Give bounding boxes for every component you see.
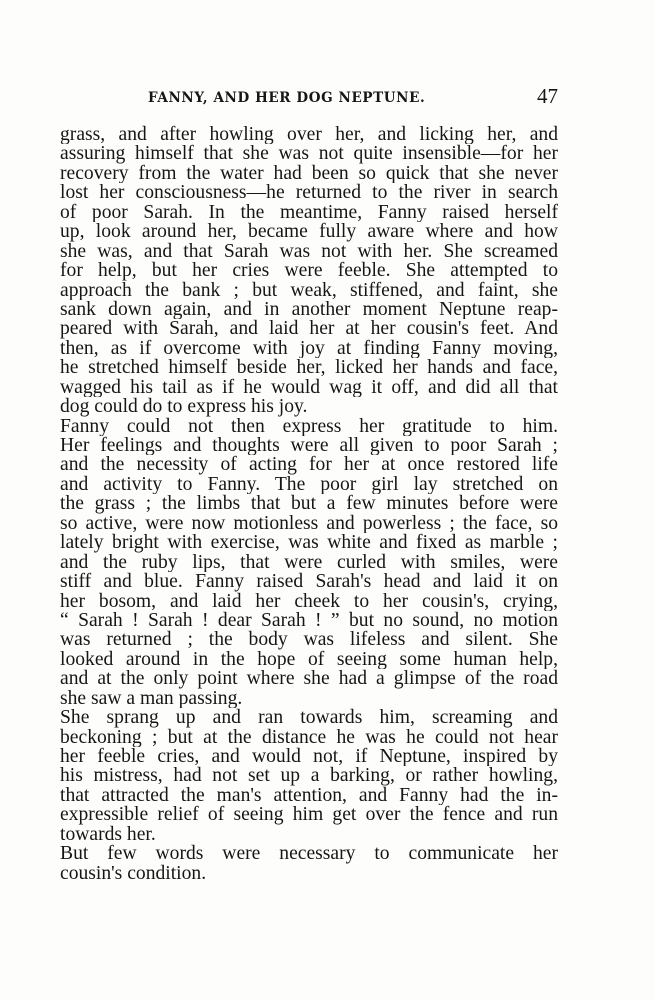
text-line: lately bright with exercise, was white and fixed as marble ; bbox=[60, 533, 558, 553]
text-line: he stretched himself beside her, licked her hands and face, bbox=[60, 358, 558, 378]
text-line: that attracted the man's attention, and Fanny had the in- bbox=[60, 785, 558, 806]
text-line: and the ruby lips, that were curled with smiles, were bbox=[60, 552, 558, 573]
text-line: she saw a man passing. bbox=[60, 688, 243, 709]
text-line: recovery from the water had been so quick that she never bbox=[60, 163, 558, 184]
text-line: and activity to Fanny. The poor girl lay stretched on bbox=[60, 474, 558, 495]
text-line: dog could do to express his joy. bbox=[60, 397, 308, 417]
text-line: and at the only point where she had a glimpse of the road bbox=[60, 669, 558, 689]
text-line: looked around in the hope of seeing some human help, bbox=[60, 649, 558, 670]
text-line: grass, and after howling over her, and licking her, and bbox=[60, 125, 558, 145]
text-line: her bosom, and laid her cheek to her cousin's, crying, bbox=[60, 591, 558, 611]
text-line: then, as if overcome with joy at finding Fanny moving, bbox=[60, 338, 558, 359]
text-line: peared with Sarah, and laid her at her cousin's feet. And bbox=[60, 319, 558, 339]
text-line: lost her consciousness—he returned to the river in search bbox=[60, 183, 558, 203]
text-line: of poor Sarah. In the meantime, Fanny raised herself bbox=[60, 202, 558, 223]
text-line: cousin's condition. bbox=[60, 863, 207, 884]
text-line: “ Sarah ! Sarah ! dear Sarah ! ” but no sound, no motion bbox=[60, 610, 558, 631]
text-line: But few words were necessary to communicate her bbox=[60, 844, 558, 864]
page-number: 47 bbox=[537, 84, 558, 108]
text-line: up, look around her, became fully aware where and how bbox=[60, 222, 558, 242]
text-line: expressible relief of seeing him get over the fence and run bbox=[60, 805, 558, 825]
text-line: sank down again, and in another moment Neptune reap- bbox=[60, 299, 558, 320]
text-line: beckoning ; but at the distance he was he could not hear bbox=[60, 727, 558, 747]
text-line: Her feelings and thoughts were all given to poor Sarah ; bbox=[60, 436, 558, 456]
text-line: Fanny could not then express her gratitude to him. bbox=[60, 416, 558, 436]
body-text bbox=[60, 125, 558, 883]
text-line: was returned ; the body was lifeless and silent. She bbox=[60, 630, 558, 650]
text-line: wagged his tail as if he would wag it off, and did all that bbox=[60, 377, 558, 398]
text-line: stiff and blue. Fanny raised Sarah's head and laid it on bbox=[60, 572, 558, 592]
text-line: and the necessity of acting for her at once restored life bbox=[60, 455, 558, 475]
text-line: approach the bank ; but weak, stiffened, and faint, she bbox=[60, 280, 558, 300]
text-line: his mistress, had not set up a barking, or rather howling, bbox=[60, 766, 558, 786]
text-line: assuring himself that she was not quite insensible—for her bbox=[60, 144, 558, 164]
text-line: so active, were now motionless and powerless ; the face, so bbox=[60, 513, 558, 534]
text-line: her feeble cries, and would not, if Neptune, inspired by bbox=[60, 747, 558, 767]
text-line: for help, but her cries were feeble. She attempted to bbox=[60, 261, 558, 281]
text-line: the grass ; the limbs that but a few minutes before were bbox=[60, 494, 558, 514]
text-line: she was, and that Sarah was not with her. She screamed bbox=[60, 241, 558, 262]
text-line: She sprang up and ran towards him, screaming and bbox=[60, 708, 558, 728]
running-head: FANNY, AND HER DOG NEPTUNE. bbox=[148, 90, 426, 106]
text-line: towards her. bbox=[60, 824, 156, 845]
page-header bbox=[60, 84, 558, 112]
